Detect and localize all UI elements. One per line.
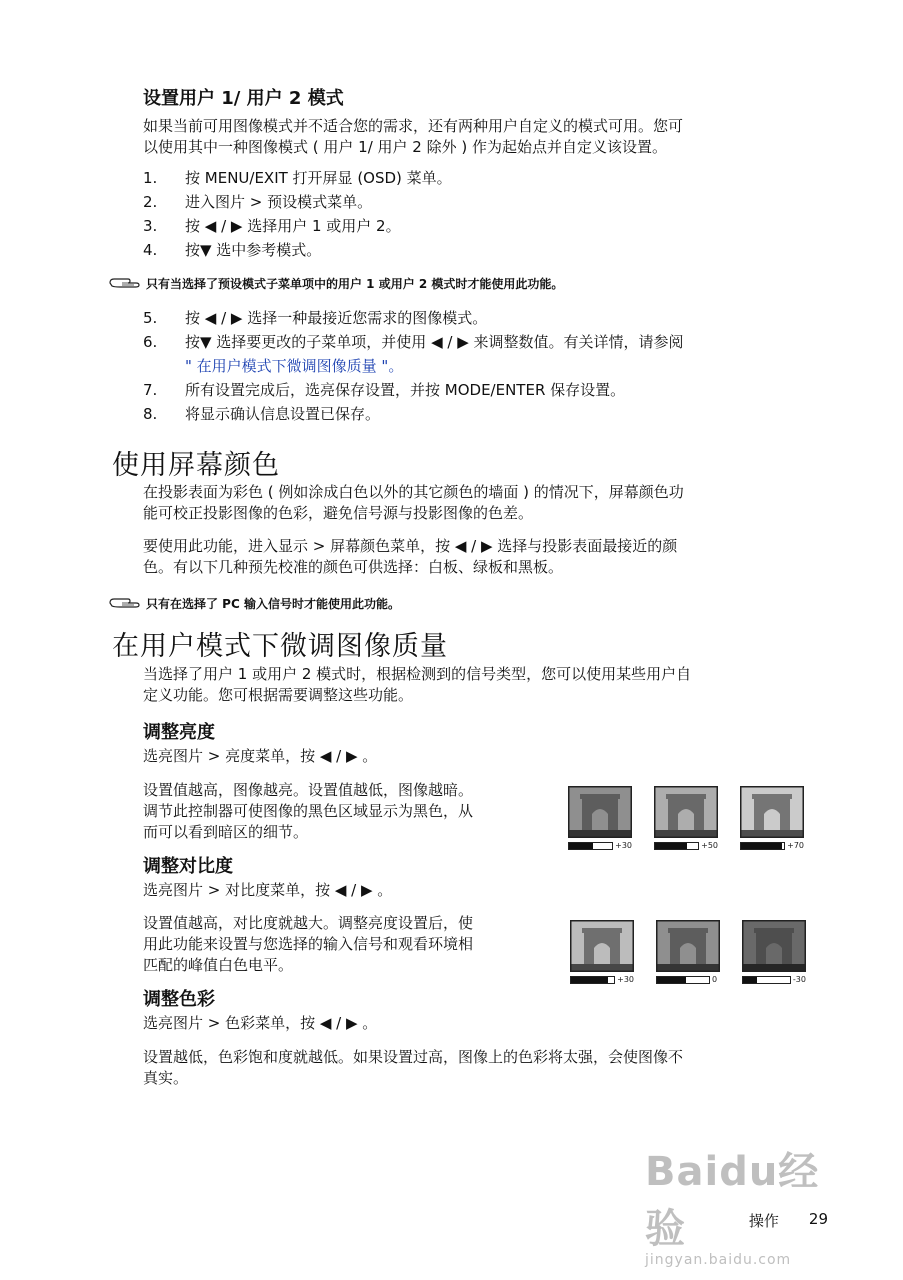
- footer-section: 操作: [748, 1212, 779, 1230]
- subsection-title-color: 调整色彩: [143, 989, 215, 1010]
- list-item: 3. 按 ◀ / ▶ 选择用户 1 或用户 2。: [143, 217, 401, 235]
- watermark-url: jingyan.baidu.com: [645, 1252, 792, 1268]
- level-bar: [656, 975, 720, 984]
- contrast-menu-path: 选亮图片 > 对比度菜单，按 ◀ / ▶ 。: [143, 881, 393, 899]
- level-label: +30: [617, 975, 634, 984]
- level-track: [568, 842, 613, 850]
- level-fill: [741, 843, 782, 849]
- contrast-thumbnail: [656, 920, 720, 984]
- intro-line-1: 如果当前可用图像模式并不适合您的需求，还有两种用户自定义的模式可用。您可: [143, 117, 684, 135]
- list-item: 2. 进入图片 > 预设模式菜单。: [143, 193, 373, 211]
- level-track: [656, 976, 710, 984]
- level-bar: [568, 841, 632, 850]
- section-title-user-mode: 设置用户 1/ 用户 2 模式: [143, 88, 344, 109]
- fine-tune-intro: 当选择了用户 1 或用户 2 模式时，根据检测到的信号类型，您可以使用某些用户自 定义功能。您可根据需要调整这些功能。: [143, 665, 692, 704]
- level-track: [570, 976, 615, 984]
- subsection-title-brightness: 调整亮度: [143, 722, 215, 743]
- brightness-thumbnail: [568, 786, 632, 850]
- arch-image: [742, 920, 806, 972]
- arch-image: [654, 786, 718, 838]
- note-pc-input: [108, 594, 400, 612]
- arch-image: [570, 920, 634, 972]
- subsection-title-contrast: 调整对比度: [143, 856, 233, 877]
- page-footer: [749, 1210, 828, 1231]
- level-label: +50: [701, 841, 718, 850]
- level-bar: [740, 841, 804, 850]
- level-track: [740, 842, 785, 850]
- list-item: 6. 按▼ 选择要更改的子菜单项，并使用 ◀ / ▶ 来调整数值。有关详情，请参阅: [143, 333, 684, 351]
- note-text: 只有在选择了 PC 输入信号时才能使用此功能。: [146, 596, 400, 611]
- level-label: 0: [712, 975, 718, 984]
- level-fill: [655, 843, 687, 849]
- intro-line-2: 以使用其中一种图像模式 ( 用户 1/ 用户 2 除外 ) 作为起始点并自定义该设置。: [143, 138, 667, 156]
- section-title-screen-color: 使用屏幕颜色: [112, 450, 280, 481]
- arch-image: [740, 786, 804, 838]
- arch-image: [656, 920, 720, 972]
- pointing-hand-icon: [108, 274, 142, 292]
- brightness-thumbnails: [568, 786, 804, 850]
- color-menu-path: 选亮图片 > 色彩菜单，按 ◀ / ▶ 。: [143, 1014, 378, 1032]
- page-number: 29: [808, 1210, 828, 1228]
- list-item: 4. 按▼ 选中参考模式。: [143, 241, 322, 259]
- brightness-description: 设置值越高，图像越亮。设置值越低，图像越暗。 调节此控制器可使图像的黑色区域显示为黑色，从 而可以看到暗区的细节。: [143, 781, 474, 841]
- level-track: [742, 976, 791, 984]
- screen-color-para-1: 在投影表面为彩色 ( 例如涂成白色以外的其它颜色的墙面 ) 的情况下，屏幕颜色功 能可校正投影图像的色彩，避免信号源与投影图像的色差。: [143, 483, 684, 522]
- level-fill: [743, 977, 757, 983]
- brightness-thumbnail: [740, 786, 804, 850]
- list-item: 8. 将显示确认信息设置已保存。: [143, 405, 381, 423]
- level-bar: [654, 841, 718, 850]
- brightness-thumbnail: [654, 786, 718, 850]
- list-item: 7. 所有设置完成后，选亮保存设置，并按 MODE/ENTER 保存设置。: [143, 381, 626, 399]
- color-description: 设置越低，色彩饱和度就越低。如果设置过高，图像上的色彩将太强，会使图像不 真实。: [143, 1048, 684, 1087]
- contrast-thumbnail: [570, 920, 634, 984]
- level-bar: [742, 975, 806, 984]
- level-fill: [571, 977, 608, 983]
- steps-list-b: [143, 306, 684, 426]
- watermark-brand: Baidu经验: [645, 1149, 820, 1252]
- level-fill: [569, 843, 593, 849]
- list-item: 5. 按 ◀ / ▶ 选择一种最接近您需求的图像模式。: [143, 309, 488, 327]
- note-user-mode: [108, 274, 563, 292]
- level-fill: [657, 977, 686, 983]
- level-label: -30: [792, 975, 806, 984]
- section-title-fine-tune: 在用户模式下微调图像质量: [112, 631, 448, 662]
- level-track: [654, 842, 699, 850]
- pointing-hand-icon: [108, 594, 142, 612]
- level-label: +70: [787, 841, 804, 850]
- user-mode-intro: [143, 116, 803, 158]
- contrast-thumbnail: [742, 920, 806, 984]
- arch-image: [568, 786, 632, 838]
- cross-reference-link[interactable]: " 在用户模式下微调图像质量 "。: [185, 357, 404, 375]
- level-label: +30: [615, 841, 632, 850]
- level-bar: [570, 975, 634, 984]
- contrast-description: 设置值越高，对比度就越大。调整亮度设置后，使 用此功能来设置与您选择的输入信号和观看环境相 匹配的峰值白色电平。: [143, 914, 474, 974]
- steps-list-a: [143, 166, 452, 262]
- screen-color-para-2: 要使用此功能，进入显示 > 屏幕颜色菜单，按 ◀ / ▶ 选择与投影表面最接近的颜 色。有以下几种预先校准的颜色可供选择：白板、绿板和黑板。: [143, 537, 678, 576]
- contrast-thumbnails: [570, 920, 806, 984]
- brightness-menu-path: 选亮图片 > 亮度菜单，按 ◀ / ▶ 。: [143, 747, 378, 765]
- note-text: 只有当选择了预设模式子菜单项中的用户 1 或用户 2 模式时才能使用此功能。: [146, 276, 564, 291]
- list-item: 1. 按 MENU/EXIT 打开屏显 (OSD) 菜单。: [143, 169, 452, 187]
